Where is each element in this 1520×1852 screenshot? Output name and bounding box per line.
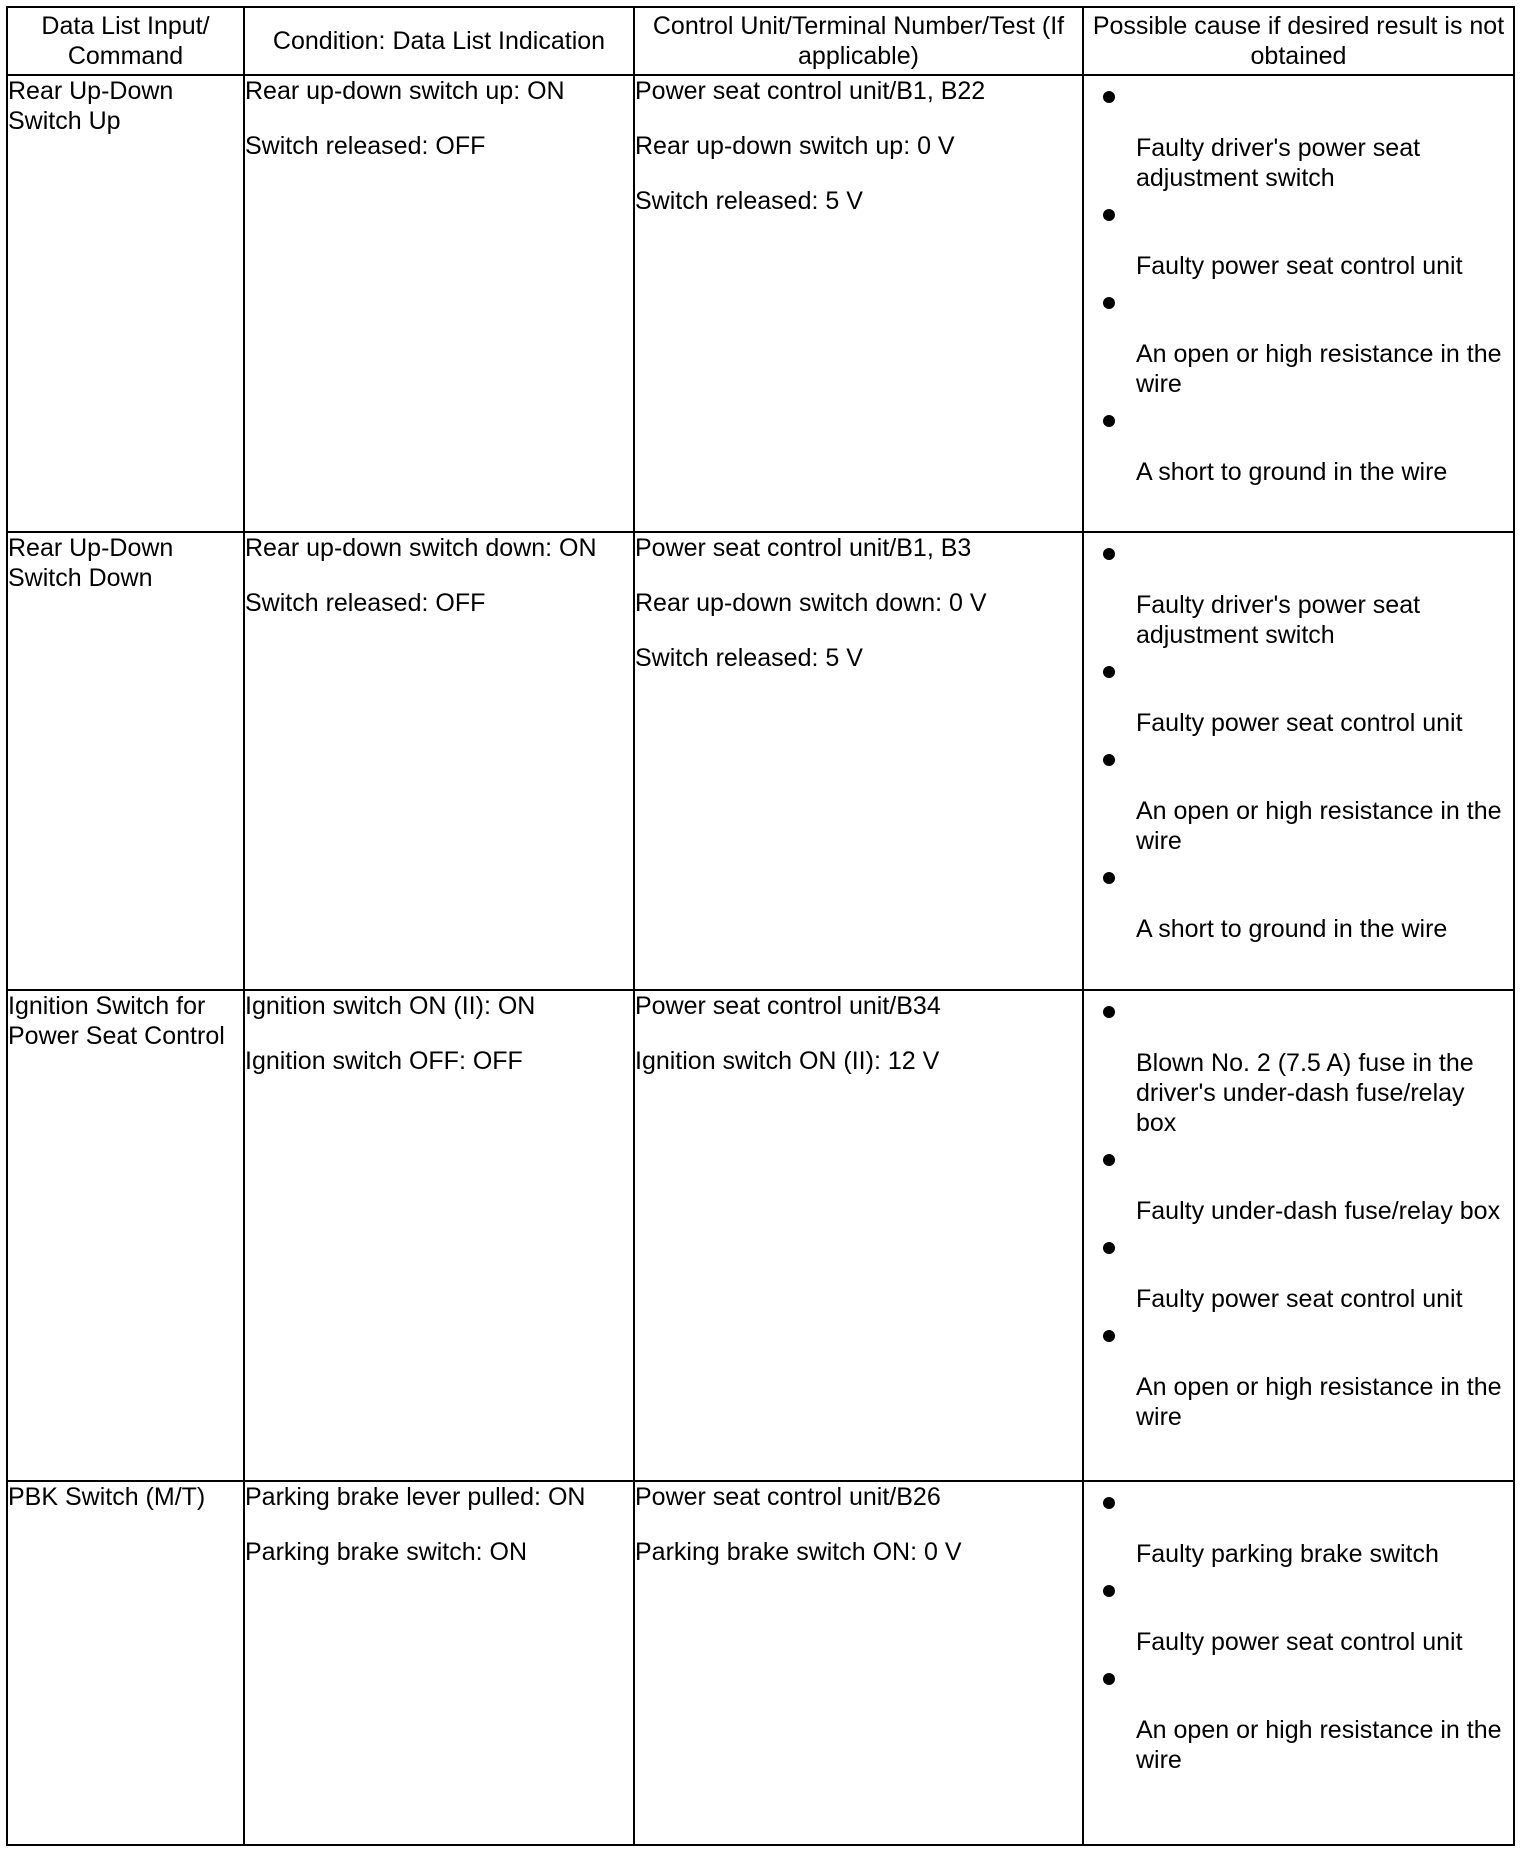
table-header: [7, 7, 1514, 75]
table-row: [7, 990, 1514, 1481]
cause-item: [1084, 1572, 1513, 1657]
cause-text: Faulty power seat control unit: [1136, 709, 1463, 738]
bullet-icon: [1103, 754, 1115, 766]
cause-item: [1084, 535, 1513, 650]
cause-text: An open or high resistance in the wire: [1136, 340, 1502, 398]
control-line: Parking brake switch ON: 0 V: [635, 1537, 962, 1566]
bullet-icon: [1103, 1673, 1115, 1685]
condition-line: Rear up-down switch down: ON: [245, 534, 597, 563]
control-line: Power seat control unit/B34: [635, 991, 941, 1020]
bullet-icon: [1103, 666, 1115, 678]
condition-line: Ignition switch OFF: OFF: [245, 1046, 523, 1075]
control-line: Power seat control unit/B1, B22: [635, 77, 986, 105]
condition-cell: [244, 1481, 634, 1845]
header-condition: Condition: Data List Indication: [244, 7, 634, 75]
control-line: Rear up-down switch down: 0 V: [635, 589, 987, 618]
cause-cell: [1083, 532, 1514, 989]
bullet-icon: [1103, 548, 1115, 560]
control-cell: [634, 1481, 1083, 1845]
control-cell: [634, 75, 1083, 532]
cause-item: [1084, 653, 1513, 738]
control-cell: [634, 990, 1083, 1481]
cause-text: Faulty parking brake switch: [1136, 1539, 1439, 1568]
bullet-icon: [1103, 872, 1115, 884]
bullet-icon: [1103, 1006, 1115, 1018]
bullet-icon: [1103, 1585, 1115, 1597]
condition-line: Rear up-down switch up: ON: [245, 77, 565, 105]
cause-text: An open or high resistance in the wire: [1136, 797, 1502, 856]
cause-text: Faulty power seat control unit: [1136, 1284, 1463, 1313]
condition-line: Parking brake switch: ON: [245, 1537, 528, 1566]
input-name: Rear Up-Down Switch Up: [7, 75, 244, 532]
cause-item: [1084, 284, 1513, 399]
cause-text: Faulty power seat control unit: [1136, 252, 1463, 280]
cause-text: Faulty driver's power seat adjustment switch: [1136, 591, 1421, 650]
cause-text: An open or high resistance in the wire: [1136, 1715, 1502, 1774]
cause-text: Blown No. 2 (7.5 A) fuse in the driver's under-dash fuse/relay box: [1136, 1048, 1474, 1137]
data-list-table: [6, 6, 1515, 1846]
header-row: [7, 7, 1514, 75]
condition-cell: [244, 75, 634, 532]
header-control-unit: Control Unit/Terminal Number/Test (If applicable): [634, 7, 1083, 75]
bullet-icon: [1103, 415, 1115, 427]
condition-line: Switch released: OFF: [245, 132, 486, 160]
cause-item: [1084, 1660, 1513, 1775]
header-possible-cause: Possible cause if desired result is not obtained: [1083, 7, 1514, 75]
cause-item: [1084, 1484, 1513, 1569]
bullet-icon: [1103, 1154, 1115, 1166]
bullet-icon: [1103, 1242, 1115, 1254]
control-cell: [634, 532, 1083, 989]
cause-text: A short to ground in the wire: [1136, 458, 1448, 486]
cause-cell: [1083, 990, 1514, 1481]
bullet-icon: [1103, 297, 1115, 309]
control-line: Power seat control unit/B26: [635, 1482, 941, 1511]
input-name: PBK Switch (M/T): [7, 1481, 244, 1845]
control-line: Rear up-down switch up: 0 V: [635, 132, 955, 160]
cause-item: [1084, 1229, 1513, 1314]
control-line: Switch released: 5 V: [635, 644, 863, 673]
cause-cell: [1083, 1481, 1514, 1845]
condition-line: Ignition switch ON (II): ON: [245, 991, 536, 1020]
bullet-icon: [1103, 1497, 1115, 1509]
cause-text: An open or high resistance in the wire: [1136, 1372, 1502, 1431]
control-line: Ignition switch ON (II): 12 V: [635, 1046, 940, 1075]
cause-item: [1084, 1317, 1513, 1432]
cause-item: [1084, 402, 1513, 487]
condition-line: Switch released: OFF: [245, 589, 486, 618]
condition-cell: [244, 990, 634, 1481]
cause-cell: [1083, 75, 1514, 532]
control-line: Power seat control unit/B1, B3: [635, 534, 972, 563]
cause-item: [1084, 78, 1513, 193]
condition-line: Parking brake lever pulled: ON: [245, 1482, 586, 1511]
input-name: Ignition Switch for Power Seat Control: [7, 990, 244, 1481]
table-row: [7, 75, 1514, 532]
bullet-icon: [1103, 209, 1115, 221]
table-row: [7, 532, 1514, 989]
cause-text: Faulty under-dash fuse/relay box: [1136, 1196, 1501, 1225]
table-body: [7, 75, 1514, 1845]
control-line: Switch released: 5 V: [635, 187, 863, 215]
input-name: Rear Up-Down Switch Down: [7, 532, 244, 989]
cause-item: [1084, 741, 1513, 856]
bullet-icon: [1103, 91, 1115, 103]
cause-item: [1084, 859, 1513, 944]
cause-text: Faulty power seat control unit: [1136, 1627, 1463, 1656]
cause-item: [1084, 196, 1513, 281]
header-data-list-input: Data List Input/ Command: [7, 7, 244, 75]
condition-cell: [244, 532, 634, 989]
table-row: [7, 1481, 1514, 1845]
cause-item: [1084, 1141, 1513, 1226]
cause-text: A short to ground in the wire: [1136, 915, 1448, 944]
cause-item: [1084, 993, 1513, 1138]
cause-text: Faulty driver's power seat adjustment switch: [1136, 134, 1421, 192]
bullet-icon: [1103, 1330, 1115, 1342]
